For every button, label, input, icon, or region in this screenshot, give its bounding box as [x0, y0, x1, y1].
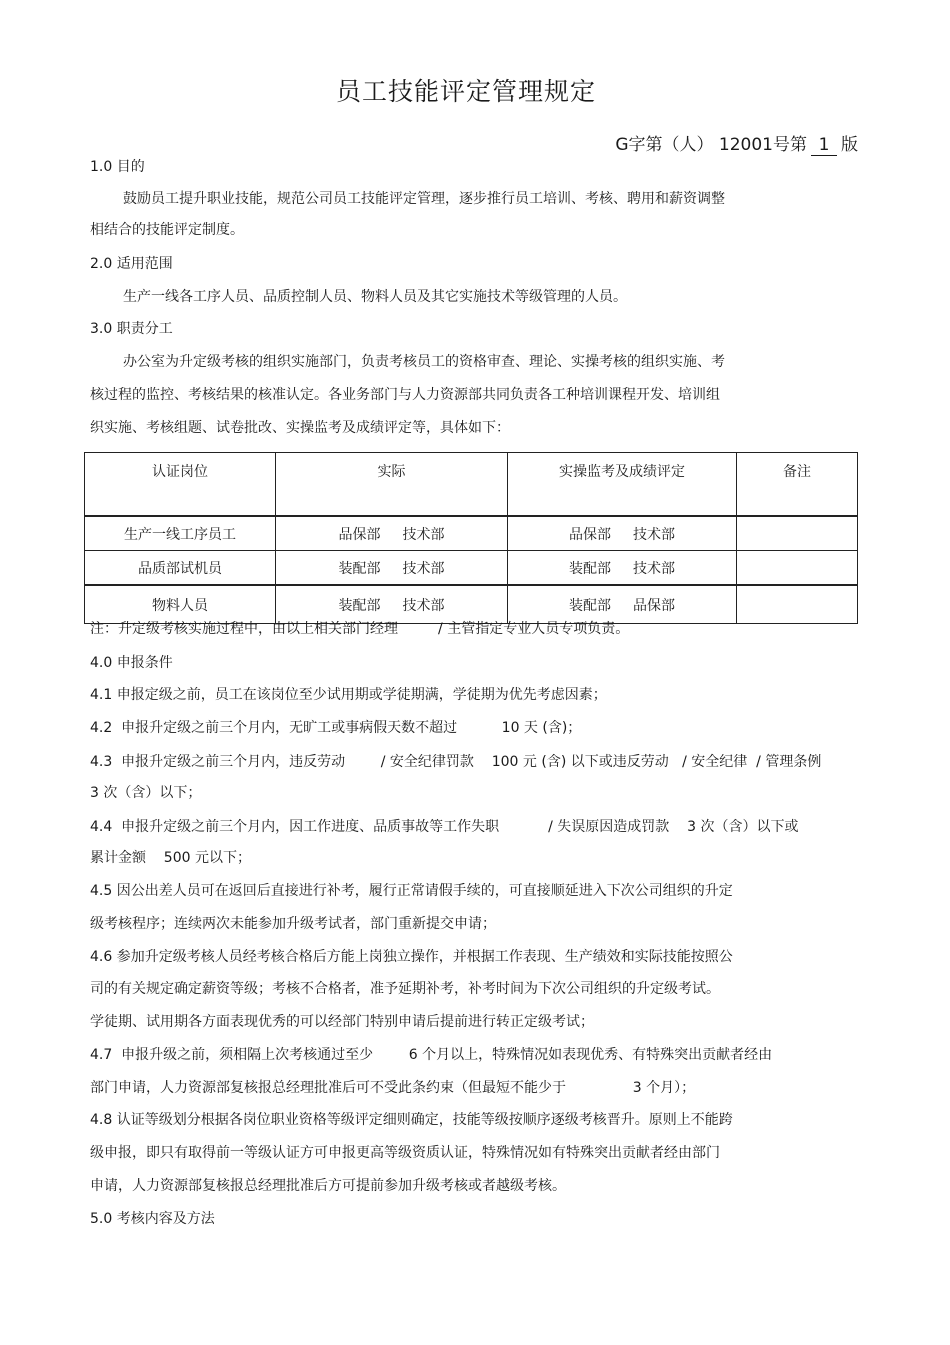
doc-no-suffix: 版 — [841, 135, 858, 155]
cell-eval-dept-b: 技术部 — [633, 560, 675, 577]
table-row — [85, 551, 858, 586]
doc-version: 1 — [811, 135, 837, 156]
cell-note — [737, 516, 858, 551]
header-actual: 实际 — [276, 453, 508, 517]
cell-actual-dept-b: 技术部 — [402, 560, 445, 577]
clause-4-6-end: 学徒期、试用期各方面表现优秀的可以经部门特别申请后提前进行转正定级考试； — [90, 1014, 594, 1030]
cell-actual — [276, 516, 508, 551]
clause-4-6-cont: 司的有关规定确定薪资等级；考核不合格者，准予延期补考，补考时间为下次公司组织的升定级考试。 — [90, 981, 720, 997]
clause-4-8-cont: 级申报，即只有取得前一等级认证方可申报更高等级资质认证，特殊情况如有特殊突出贡献者经由部门 — [90, 1145, 720, 1161]
table-note: 注：升定级考核实施过程中，由以上相关部门经理 / 主管指定专业人员专项负责。 — [90, 621, 630, 637]
section-1-heading: 1.0 目的 — [90, 159, 145, 175]
clause-4-3-cont: 3 次（含）以下； — [90, 785, 202, 801]
section-1-text: 鼓励员工提升职业技能，规范公司员工技能评定管理，逐步推行员工培训、考核、聘用和薪资调整 — [123, 191, 725, 207]
doc-no-prefix: G字第（人） 12001号第 — [615, 135, 807, 155]
cell-actual — [276, 551, 508, 586]
clause-4-2: 4.2 申报升定级之前三个月内，无旷工或事病假天数不超过 10 天 (含)； — [90, 720, 582, 736]
cell-actual-dept-b: 技术部 — [402, 597, 445, 614]
cell-post: 品质部试机员 — [85, 551, 276, 586]
cell-evaluation — [508, 516, 737, 551]
document-number — [615, 130, 858, 156]
clause-4-7-cont: 部门申请，人力资源部复核报总经理批准后可不受此条约束（但最短不能少于 3 个月）； — [90, 1080, 696, 1096]
table-header-row — [85, 453, 858, 517]
clause-4-5-cont: 级考核程序；连续两次未能参加升级考试者，部门重新提交申请； — [90, 916, 496, 932]
cell-actual-dept-a: 装配部 — [338, 597, 381, 614]
section-3-text: 办公室为升定级考核的组织实施部门，负责考核员工的资格审查、理论、实操考核的组织实施、考 — [123, 354, 725, 370]
header-evaluation: 实操监考及成绩评定 — [508, 453, 737, 517]
clause-4-1: 4.1 申报定级之前，员工在该岗位至少试用期或学徒期满，学徒期为优先考虑因素； — [90, 687, 607, 703]
clause-4-3: 4.3 申报升定级之前三个月内，违反劳动 / 安全纪律罚款 100 元 (含) 以下或违反劳动 / 安全纪律 / 管理条例 — [90, 754, 822, 770]
cell-note — [737, 551, 858, 586]
cell-actual-dept-a: 装配部 — [338, 560, 381, 577]
header-post: 认证岗位 — [85, 453, 276, 517]
clause-4-4-cont: 累计金额 500 元以下； — [90, 850, 251, 866]
section-4-heading: 4.0 申报条件 — [90, 655, 173, 671]
section-2-heading: 2.0 适用范围 — [90, 256, 173, 272]
cell-actual-dept-a: 品保部 — [338, 526, 381, 543]
section-2-text: 生产一线各工序人员、品质控制人员、物料人员及其它实施技术等级管理的人员。 — [123, 289, 627, 305]
cell-eval-dept-a: 装配部 — [569, 560, 611, 577]
clause-4-6: 4.6 参加升定级考核人员经考核合格后方能上岗独立操作，并根据工作表现、生产绩效和实际技能按照公 — [90, 949, 733, 965]
section-1-text-cont: 相结合的技能评定制度。 — [90, 222, 244, 238]
section-3-text-end: 织实施、考核组题、试卷批改、实操监考及成绩评定等，具体如下： — [90, 420, 510, 436]
clause-4-7: 4.7 申报升级之前，须相隔上次考核通过至少 6 个月以上，特殊情况如表现优秀、有特殊突出贡献者经由 — [90, 1047, 773, 1063]
clause-4-8: 4.8 认证等级划分根据各岗位职业资格等级评定细则确定，技能等级按顺序逐级考核晋升。原则上不能跨 — [90, 1112, 733, 1128]
cell-evaluation — [508, 551, 737, 586]
clause-4-8-end: 申请，人力资源部复核报总经理批准后方可提前参加升级考核或者越级考核。 — [90, 1178, 566, 1194]
table-row — [85, 516, 858, 551]
cell-post: 物料人员 — [85, 585, 276, 624]
cell-eval-dept-a: 装配部 — [569, 597, 611, 614]
cell-post: 生产一线工序员工 — [85, 516, 276, 551]
clause-4-5: 4.5 因公出差人员可在返回后直接进行补考，履行正常请假手续的，可直接顺延进入下次公司组织的升定 — [90, 883, 733, 899]
section-5-heading: 5.0 考核内容及方法 — [90, 1211, 215, 1227]
section-3-text-cont: 核过程的监控、考核结果的核准认定。各业务部门与人力资源部共同负责各工种培训课程开发、培训组 — [90, 387, 720, 403]
page-title: 员工技能评定管理规定 — [335, 77, 596, 106]
cell-eval-dept-b: 品保部 — [633, 597, 675, 614]
clause-4-4: 4.4 申报升定级之前三个月内，因工作进度、品质事故等工作失职 / 失误原因造成罚款 3 次（含）以下或 — [90, 819, 799, 835]
responsibility-table — [84, 452, 858, 624]
cell-eval-dept-b: 技术部 — [633, 526, 675, 543]
cell-eval-dept-a: 品保部 — [569, 526, 611, 543]
header-note: 备注 — [737, 453, 858, 517]
cell-actual-dept-b: 技术部 — [402, 526, 445, 543]
section-3-heading: 3.0 职责分工 — [90, 321, 173, 337]
cell-note — [737, 585, 858, 624]
